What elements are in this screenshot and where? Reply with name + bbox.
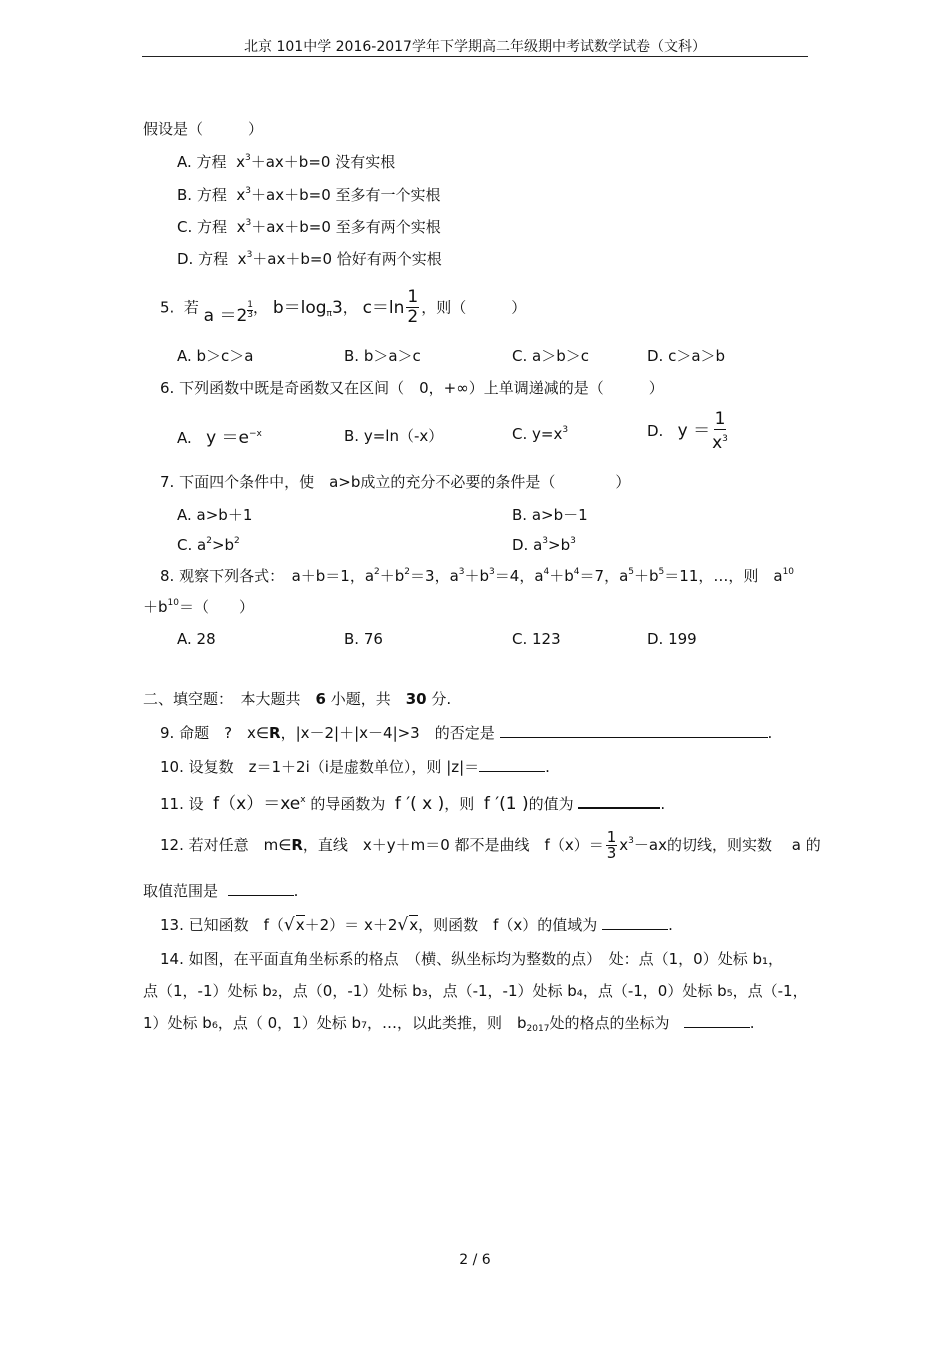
q12-stem-line2: 取值范围是 . xyxy=(143,882,299,900)
q8-option-d: D. 199 xyxy=(647,630,697,648)
q8-stem-line2: $+b^{10}=$（ ） xyxy=(143,598,254,616)
q6-stem: 6. 下列函数中既是奇函数又在区间（ 0，+∞）上单调递减的是（ ） xyxy=(160,379,664,397)
q14-line2: 点（1，-1）处标 b₂，点（0，-1）处标 b₃，点（-1，-1）处标 b₄，点（-1，0）处标 b₅，点（-1， xyxy=(143,982,808,1000)
q10-stem: 10. 设复数 z＝1＋2i（i是虚数单位），则 |z|＝ . xyxy=(160,758,550,776)
section2-heading: 二、填空题： 本大题共 6 小题，共 30 分. xyxy=(143,690,452,708)
q14-line1: 14. 如图，在平面直角坐标系的格点 （横、纵坐标均为整数的点） 处：点（1，0）处标 b₁， xyxy=(160,950,784,968)
q5-option-d: D. c＞a＞b xyxy=(647,347,726,365)
q7-stem: 7. 下面四个条件中，使 a>b成立的充分不必要的条件是（ ） xyxy=(160,473,631,491)
q12-answer-blank[interactable] xyxy=(228,895,294,896)
q7-option-d: D. $a^3>b^3$ xyxy=(512,536,576,554)
q8-stem-line1: 8. 观察下列各式： a＋b＝1，$a^2+b^2=3$，$a^3+b^3=4$，$a^4+b^4=7$，$a^5+b^5=11$，…，则 $a^{10}$ xyxy=(160,567,795,585)
q7-option-a: A. a>b＋1 xyxy=(177,506,253,524)
q12-stem: 12. 若对任意 m∈R，直线 x＋y＋m＝0 都不是曲线 f（x）＝ $\frac{1}{3}$ $x^3-ax$的切线，则实数 a 的 xyxy=(160,828,821,862)
q4-lead: 假设是（ ） xyxy=(143,120,264,138)
q13-stem: 13. 已知函数 f（√x＋2）＝ x＋2√x，则函数 f（x）的值域为 . xyxy=(160,915,673,935)
page-number: 2 / 6 xyxy=(459,1252,491,1268)
q7-option-b: B. a>b－1 xyxy=(512,506,588,524)
q4-option-b: B. 方程 $x^3+ax+b=0$ 至多有一个实根 xyxy=(177,186,441,204)
q6-option-b: B. y=ln（-x） xyxy=(344,427,444,445)
q8-option-a: A. 28 xyxy=(177,630,216,648)
header-rule xyxy=(142,56,808,57)
q7-option-c: C. $a^2>b^2$ xyxy=(177,536,240,554)
q5-option-a: A. b＞c＞a xyxy=(177,347,254,365)
q9-stem: 9. 命题 ? x∈R，|x－2|＋|x－4|>3 的否定是 . xyxy=(160,724,773,742)
q5-stem: 5. 若 a ＝2 $\frac{1}{3}$ ， $b=\log_\pi 3$， c＝ln $\frac{1}{2}$ ，则（ ） xyxy=(160,287,527,327)
q11-answer-blank[interactable] xyxy=(578,807,660,809)
q8-option-c: C. 123 xyxy=(512,630,561,648)
q14-line3: 1）处标 b₆，点（ 0，1）处标 b₇，…，以此类推，则 $b_{2017}$处的格点的坐标为 . xyxy=(143,1014,755,1034)
q14-answer-blank[interactable] xyxy=(684,1027,750,1028)
q8-option-b: B. 76 xyxy=(344,630,383,648)
q9-answer-blank[interactable] xyxy=(500,737,768,738)
q6-option-a: A. $y =e^{-x}$ xyxy=(177,428,262,448)
q5-option-b: B. b＞a＞c xyxy=(344,347,421,365)
q6-option-d: D. y ＝ $\frac{1}{x^3}$ xyxy=(647,409,728,453)
q4-option-c: C. 方程 $x^3+ax+b=0$ 至多有两个实根 xyxy=(177,218,441,236)
q11-stem: 11. 设 $f(x)=xe^x$ 的导函数为 f ′( x )，则 f ′(1 )的值为 . xyxy=(160,794,666,814)
q6-option-c: C. $y=x^3$ xyxy=(512,425,569,443)
q4-option-a: A. 方程 $x^3+ax+b=0$ 没有实根 xyxy=(177,153,396,171)
q4-option-d: D. 方程 $x^3+ax+b=0$ 恰好有两个实根 xyxy=(177,250,442,268)
q5-option-c: C. a＞b＞c xyxy=(512,347,589,365)
q13-answer-blank[interactable] xyxy=(602,929,668,930)
q10-answer-blank[interactable] xyxy=(479,771,545,772)
page-header: 北京 101中学 2016-2017学年下学期高二年级期中考试数学试卷（文科） xyxy=(244,39,706,55)
